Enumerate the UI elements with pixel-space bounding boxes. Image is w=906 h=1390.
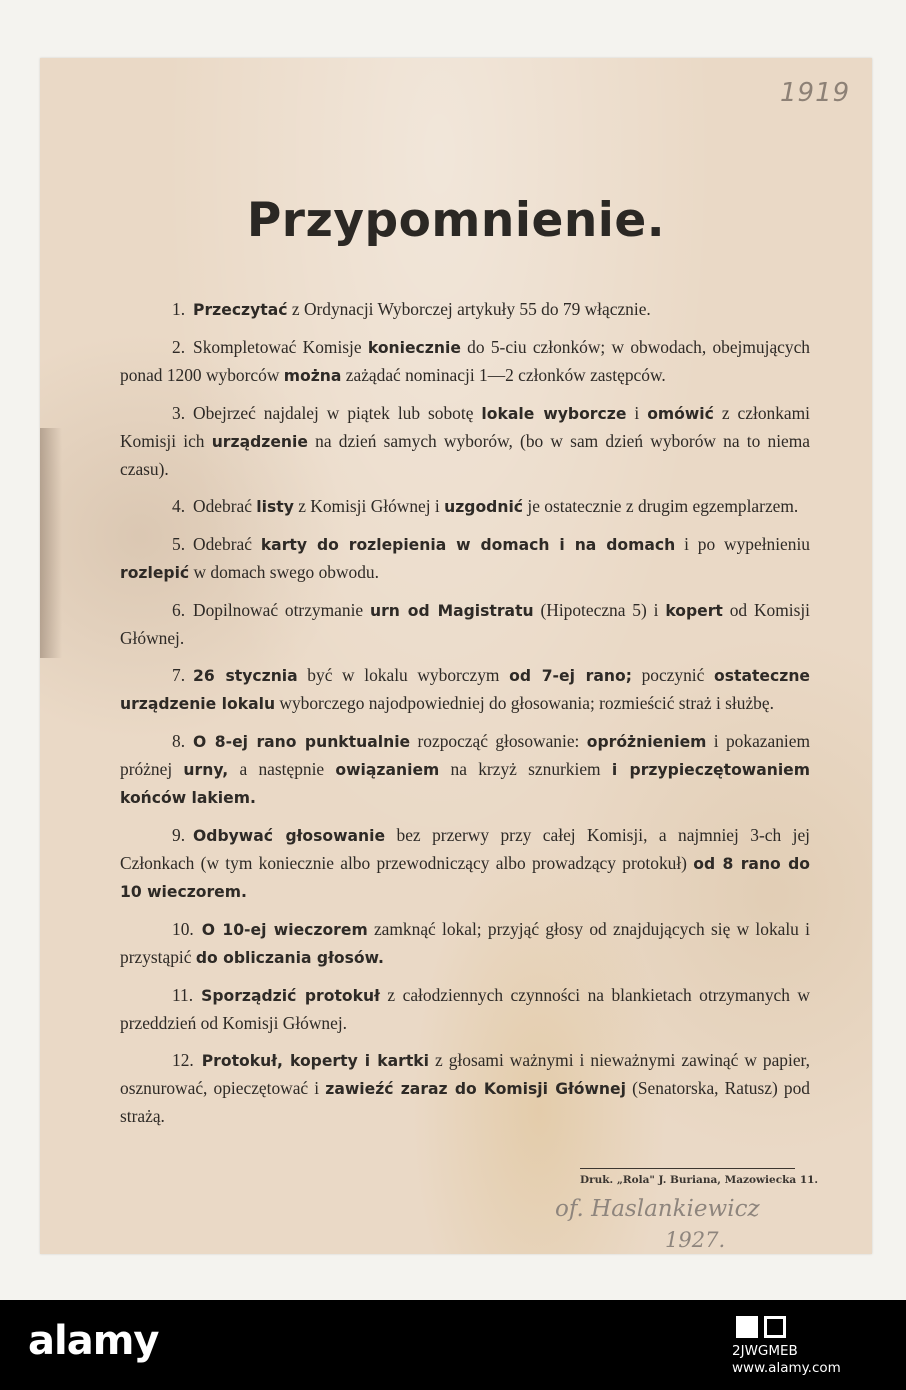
- item-emphasis: opróżnieniem: [586, 733, 707, 751]
- item-text: Odebrać: [193, 534, 261, 554]
- poster-title: Przypomnienie.: [246, 193, 666, 248]
- item-emphasis: owiązaniem: [335, 761, 440, 779]
- item-text: zażądać nominacji 1—2 członków zastępców.: [341, 365, 666, 385]
- poster-sheet: [40, 58, 872, 1254]
- item-text: na dzień samych wyborów, (bo w sam dzień wyborów na to niema czasu).: [120, 431, 810, 479]
- item-emphasis: lokale wyborcze: [481, 405, 627, 423]
- handwritten-note: of. Haslankiewicz: [555, 1196, 760, 1222]
- item-number: 1.: [172, 299, 186, 319]
- item-number: 4.: [172, 496, 186, 516]
- item-emphasis: Sporządzić protokuł: [201, 987, 380, 1005]
- item-text: z głosami ważnymi i nieważnymi zawinąć w papier, osznurować, opieczętować i: [120, 1050, 810, 1098]
- item-number: 5.: [172, 534, 186, 554]
- item-text: Dopilnować otrzymanie: [193, 600, 370, 620]
- item-text: bez przerwy przy całej Komisji, a najmniej 3-ch jej Członkach (w tym koniecznie albo przewodniczący albo prowadzący protokuł): [120, 825, 810, 873]
- item-emphasis: od 8 rano do 10 wieczorem.: [120, 855, 810, 901]
- instruction-item: [120, 400, 810, 483]
- item-text: z członkami Komisji ich: [120, 403, 810, 451]
- item-text: poczynić: [631, 665, 714, 685]
- handwritten-year: 1919: [780, 78, 851, 108]
- item-emphasis: rozlepić: [120, 564, 190, 582]
- site-url: www.alamy.com: [732, 1360, 841, 1376]
- item-emphasis: Przeczytać: [193, 301, 288, 319]
- handwritten-date: 1927.: [665, 1228, 726, 1252]
- item-emphasis: ostateczne urządzenie lokalu: [120, 667, 810, 713]
- item-text: na krzyż sznurkiem: [439, 759, 612, 779]
- item-number: 6.: [172, 600, 186, 620]
- item-number: 10.: [172, 919, 194, 939]
- instruction-item: [120, 1047, 810, 1130]
- item-emphasis: i przypieczętowaniem końców lakiem.: [120, 761, 810, 807]
- item-emphasis: urządzenie: [211, 433, 308, 451]
- item-emphasis: zawieźć zaraz do Komisji Głównej: [325, 1080, 626, 1098]
- instruction-item: [120, 296, 810, 324]
- instruction-item: [120, 597, 810, 652]
- instruction-item: [120, 531, 810, 587]
- instruction-item: [120, 334, 810, 390]
- item-emphasis: karty do rozlepienia w domach i na domach: [260, 536, 676, 554]
- item-text: od Komisji Głównej.: [120, 600, 810, 648]
- item-text: a następnie: [228, 759, 336, 779]
- item-text: Skompletować Komisje: [193, 337, 368, 357]
- item-text: w domach swego obwodu.: [189, 562, 379, 582]
- badge-outline-icon: [764, 1316, 786, 1338]
- item-emphasis: O 8-ej rano punktualnie: [193, 733, 411, 751]
- item-text: z Ordynacji Wyborczej artykuły 55 do 79 włącznie.: [287, 299, 651, 319]
- item-emphasis: uzgodnić: [444, 498, 524, 516]
- item-number: 11.: [172, 985, 194, 1005]
- item-text: i: [626, 403, 648, 423]
- item-text: i po wypełnieniu: [675, 534, 811, 554]
- item-emphasis: Odbywać głosowanie: [193, 827, 386, 845]
- item-number: 3.: [172, 403, 186, 423]
- item-emphasis: Protokuł, koperty i kartki: [201, 1052, 429, 1070]
- item-emphasis: urn od Magistratu: [369, 602, 534, 620]
- item-text: (Senatorska, Ratusz) pod strażą.: [120, 1078, 811, 1126]
- item-number: 8.: [172, 731, 186, 751]
- instruction-item: [120, 662, 810, 718]
- watermark-info: [732, 1343, 841, 1377]
- item-text: z Komisji Głównej i: [293, 496, 445, 516]
- item-emphasis: do obliczania głosów.: [195, 949, 384, 967]
- item-emphasis: listy: [256, 498, 294, 516]
- item-text: (Hipoteczna 5) i: [533, 600, 666, 620]
- item-text: być w lokalu wyborczym: [297, 665, 510, 685]
- watermark-logo: alamy: [28, 1318, 159, 1364]
- printer-imprint: Druk. „Rola" J. Buriana, Mazowiecka 11.: [580, 1174, 819, 1186]
- item-emphasis: kopert: [665, 602, 723, 620]
- printer-rule: [580, 1168, 795, 1169]
- item-number: 9.: [172, 825, 186, 845]
- badge-square-icon: [736, 1316, 758, 1338]
- item-emphasis: od 7-ej rano;: [509, 667, 632, 685]
- item-emphasis: O 10-ej wieczorem: [201, 921, 368, 939]
- item-number: 2.: [172, 337, 186, 357]
- item-number: 12.: [172, 1050, 194, 1070]
- item-emphasis: koniecznie: [367, 339, 461, 357]
- item-emphasis: 26 stycznia: [193, 667, 298, 685]
- item-number: 7.: [172, 665, 186, 685]
- item-text: i pokazaniem próżnej: [120, 731, 810, 779]
- instruction-item: [120, 493, 810, 521]
- instruction-item: [120, 916, 810, 972]
- instruction-item: [120, 728, 810, 812]
- image-id: 2JWGMEB: [732, 1343, 798, 1359]
- item-emphasis: urny,: [183, 761, 229, 779]
- item-text: zamknąć lokal; przyjąć głosy od znajdujących się w lokalu i przystąpić: [120, 919, 810, 967]
- item-emphasis: omówić: [647, 405, 714, 423]
- item-text: do 5-ciu członków; w obwodach, obejmujących ponad 1200 wyborców: [120, 337, 810, 385]
- item-text: Odebrać: [193, 496, 257, 516]
- instruction-item: [120, 982, 810, 1037]
- item-text: Obejrzeć najdalej w piątek lub sobotę: [193, 403, 482, 423]
- item-text: rozpocząć głosowanie:: [410, 731, 587, 751]
- item-text: wyborczego najodpowiedniej do głosowania; rozmieścić straż i służbę.: [275, 693, 774, 713]
- item-emphasis: można: [283, 367, 342, 385]
- instruction-list: [120, 296, 810, 1140]
- instruction-item: [120, 822, 810, 906]
- item-text: je ostatecznie z drugim egzemplarzem.: [523, 496, 799, 516]
- paper-stain: [40, 428, 62, 658]
- item-text: z całodziennych czynności na blankietach otrzymanych w przeddzień od Komisji Głównej.: [120, 985, 810, 1033]
